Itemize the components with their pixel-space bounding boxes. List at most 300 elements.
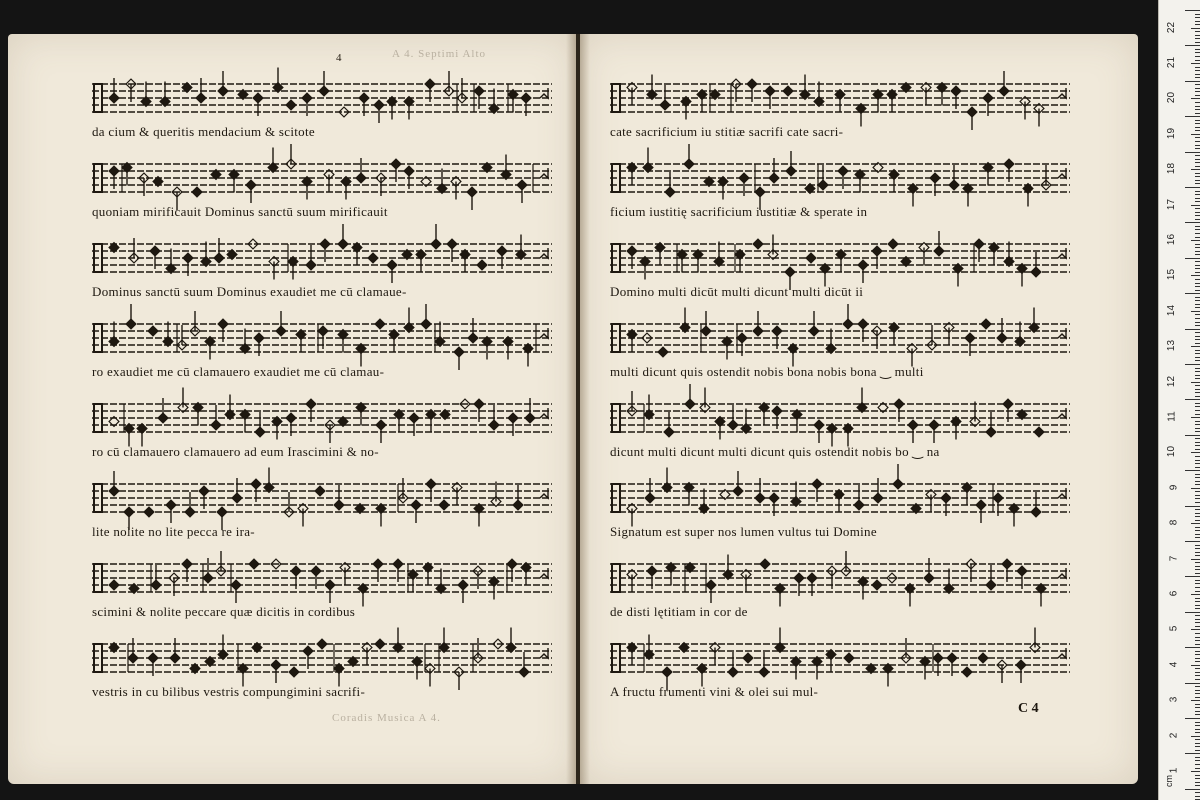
music-note	[193, 403, 203, 426]
music-note	[944, 569, 954, 594]
music-staff	[92, 318, 552, 360]
music-note	[627, 570, 637, 593]
ruler-tick	[1195, 106, 1200, 107]
ruler-tick	[1195, 325, 1200, 326]
ruler-tick	[1195, 145, 1200, 146]
custos-mark	[1058, 168, 1066, 178]
left-system-7	[92, 558, 552, 619]
music-staff	[610, 158, 1070, 200]
music-note	[286, 100, 296, 110]
music-note	[341, 177, 351, 200]
ruler-tick	[1191, 771, 1200, 772]
ruler-tick	[1195, 410, 1200, 411]
music-note	[269, 257, 279, 280]
music-note	[921, 83, 931, 106]
ruler-tick	[1195, 198, 1200, 199]
ruler-tick	[1195, 88, 1200, 89]
music-staff	[92, 158, 552, 200]
ruler-number: 5	[1168, 626, 1180, 632]
ruler-tick	[1195, 442, 1200, 443]
lyric-line: dicunt multi dicunt multi dicunt quis ostendit nobis bo ‿ na	[610, 444, 940, 459]
lyric-line: A fructu frumenti vini & olei sui mul-	[610, 684, 819, 699]
ruler-tick	[1195, 244, 1200, 245]
ruler-tick	[1195, 714, 1200, 715]
music-note	[317, 639, 327, 649]
music-note	[272, 417, 282, 440]
ruler-tick	[1185, 647, 1200, 648]
ruler-tick	[1195, 491, 1200, 492]
music-note	[288, 257, 298, 280]
lyric-line: ro cū clamauero clamauero ad eum Irascimini & no-	[92, 444, 379, 459]
ruler-tick	[1195, 314, 1200, 315]
ruler-tick	[1195, 233, 1200, 234]
music-note	[791, 482, 801, 507]
custos-mark	[540, 648, 548, 658]
ruler-tick	[1195, 527, 1200, 528]
ruler-tick	[1195, 385, 1200, 386]
music-staff	[92, 478, 552, 520]
lyric-line: multi dicunt quis ostendit nobis bona nobis bona ‿ multi	[610, 364, 924, 379]
ruler-tick	[1195, 332, 1200, 333]
ruler-tick	[1195, 389, 1200, 390]
ruler-tick	[1195, 254, 1200, 255]
ruler-tick	[1195, 725, 1200, 726]
music-staff	[610, 558, 1070, 600]
music-note	[919, 243, 929, 266]
ruler-tick	[1185, 222, 1200, 223]
ruler-tick	[1195, 378, 1200, 379]
ruler-tick	[1185, 506, 1200, 507]
music-note	[681, 97, 691, 120]
music-note	[160, 82, 170, 107]
custos-mark	[540, 568, 548, 578]
left-page-folio: 4	[336, 52, 342, 64]
ruler-tick	[1195, 212, 1200, 213]
music-note	[394, 410, 404, 433]
music-note	[718, 177, 728, 200]
music-note	[989, 243, 999, 266]
ruler-tick	[1191, 417, 1200, 418]
music-note	[1034, 427, 1044, 437]
music-note	[684, 483, 694, 506]
ruler-tick	[1195, 477, 1200, 478]
music-note	[389, 330, 399, 353]
music-note	[408, 570, 418, 593]
ruler-tick	[1195, 300, 1200, 301]
music-note	[218, 635, 228, 660]
ruler-number: 20	[1165, 92, 1177, 104]
ruler-tick	[1195, 392, 1200, 393]
ruler-tick	[1195, 109, 1200, 110]
music-note	[416, 250, 426, 273]
ruler-tick	[1195, 283, 1200, 284]
ruler-tick	[1195, 375, 1200, 376]
music-note	[722, 337, 732, 360]
ruler-tick	[1195, 601, 1200, 602]
lyric-line: cate sacrificium iu stitiæ sacrifi cate sacri-	[610, 124, 844, 139]
ruler-tick	[1185, 541, 1200, 542]
ruler-tick	[1195, 637, 1200, 638]
music-staff	[92, 638, 552, 680]
ruler-number: 8	[1168, 519, 1180, 526]
ruler-tick	[1195, 782, 1200, 783]
music-note	[920, 657, 930, 680]
ruler-tick	[1195, 537, 1200, 538]
music-note	[835, 90, 845, 113]
music-note	[460, 250, 470, 273]
music-note	[858, 577, 868, 600]
ruler-tick	[1195, 162, 1200, 163]
music-note	[491, 482, 501, 507]
music-note	[201, 242, 211, 267]
ruler-tick	[1195, 290, 1200, 291]
ruler-tick	[1195, 633, 1200, 634]
music-note	[521, 563, 531, 586]
ruler-tick	[1195, 226, 1200, 227]
music-note	[812, 657, 822, 680]
ruler-tick	[1195, 180, 1200, 181]
ruler-tick	[1195, 796, 1200, 797]
ruler-tick	[1185, 612, 1200, 613]
left-system-4	[92, 318, 552, 379]
music-note	[1015, 322, 1025, 347]
ruler-tick	[1195, 77, 1200, 78]
ruler-number: 22	[1165, 21, 1177, 33]
ruler-tick	[1195, 548, 1200, 549]
ruler-number: 16	[1165, 234, 1177, 246]
ruler-tick	[1195, 31, 1200, 32]
ruler-tick	[1191, 346, 1200, 347]
ruler-tick	[1195, 141, 1200, 142]
music-note	[501, 155, 511, 180]
ruler-tick	[1195, 608, 1200, 609]
music-note	[962, 483, 972, 506]
ruler-tick	[1191, 629, 1200, 630]
ruler-tick	[1191, 452, 1200, 453]
ruler-number: 1	[1168, 767, 1180, 774]
music-note	[368, 253, 378, 263]
music-note	[627, 643, 637, 666]
music-staff	[610, 478, 1070, 520]
lyric-line: lite nolite no lite pecca re ira-	[92, 524, 255, 539]
music-note	[144, 507, 154, 517]
ruler-tick	[1195, 672, 1200, 673]
music-note	[768, 235, 778, 260]
ruler-tick	[1195, 84, 1200, 85]
ruler-tick	[1185, 45, 1200, 46]
ruler-tick	[1195, 768, 1200, 769]
ruler-tick	[1195, 272, 1200, 273]
ruler-tick	[1195, 516, 1200, 517]
music-note	[437, 169, 447, 194]
music-note	[482, 337, 492, 360]
ruler-tick	[1185, 399, 1200, 400]
ruler-tick	[1185, 718, 1200, 719]
ruler-tick	[1195, 428, 1200, 429]
ruler-tick	[1185, 116, 1200, 117]
music-note	[970, 402, 980, 427]
ruler-tick	[1195, 651, 1200, 652]
ruler-tick	[1195, 658, 1200, 659]
music-note	[834, 490, 844, 513]
music-note	[800, 75, 810, 100]
ruler-tick	[1195, 513, 1200, 514]
music-note	[436, 569, 446, 594]
music-note	[192, 187, 202, 197]
music-note	[375, 639, 385, 649]
music-note	[759, 403, 769, 426]
ruler-tick	[1195, 484, 1200, 485]
left-system-8	[92, 638, 552, 699]
music-note	[387, 97, 397, 120]
music-note	[806, 253, 816, 263]
music-note	[981, 319, 991, 329]
music-note	[435, 322, 445, 347]
ruler-tick	[1195, 67, 1200, 68]
ruler-tick	[1195, 251, 1200, 252]
ruler-tick	[1195, 191, 1200, 192]
ruler-tick	[1195, 438, 1200, 439]
lyric-line: ro exaudiet me cū clamauero exaudiet me cū clamau-	[92, 364, 385, 379]
custos-mark	[1058, 88, 1066, 98]
ruler-tick	[1191, 275, 1200, 276]
ruler-tick	[1185, 258, 1200, 259]
ruler-tick	[1195, 123, 1200, 124]
ruler-number: 6	[1168, 590, 1180, 597]
ruler-tick	[1191, 736, 1200, 737]
custos-mark	[1058, 248, 1066, 258]
ruler-tick	[1195, 353, 1200, 354]
ruler-tick	[1195, 739, 1200, 740]
ruler-tick	[1191, 169, 1200, 170]
ruler-tick	[1185, 10, 1200, 11]
ruler-number: 15	[1165, 269, 1177, 281]
ruler-tick	[1195, 102, 1200, 103]
music-staff	[610, 318, 1070, 360]
custos-mark	[1058, 648, 1066, 658]
music-note	[693, 250, 703, 273]
music-staff	[610, 238, 1070, 280]
ruler-tick	[1195, 679, 1200, 680]
ruler-tick	[1195, 460, 1200, 461]
music-note	[677, 250, 687, 273]
music-note	[489, 89, 499, 114]
ruler-tick	[1185, 435, 1200, 436]
ruler-tick	[1195, 336, 1200, 337]
music-note	[826, 329, 836, 354]
music-note	[844, 653, 854, 663]
music-note	[148, 326, 158, 336]
ruler-tick	[1195, 304, 1200, 305]
music-note	[205, 337, 215, 360]
music-note	[697, 90, 707, 113]
right-system-3	[610, 238, 1070, 299]
lyric-line: Domino multi dicūt multi dicunt multi dicūt ii	[610, 284, 864, 299]
ruler-tick	[1195, 279, 1200, 280]
music-note	[826, 650, 836, 673]
ruler-tick	[1195, 622, 1200, 623]
music-note	[1004, 242, 1014, 267]
ruler-tick	[1195, 431, 1200, 432]
ruler-tick	[1191, 98, 1200, 99]
ruler-tick	[1195, 583, 1200, 584]
ruler-tick	[1195, 421, 1200, 422]
lyric-line: quoniam mirificauit Dominus sanctū suum mirificauit	[92, 204, 388, 219]
music-note	[791, 657, 801, 680]
music-note	[109, 322, 119, 347]
ruler-tick	[1195, 237, 1200, 238]
left-system-2	[92, 158, 552, 219]
ruler-tick	[1195, 757, 1200, 758]
ruler-tick	[1195, 449, 1200, 450]
ruler-number: 10	[1165, 446, 1177, 458]
ruler-tick	[1195, 675, 1200, 676]
ruler-tick	[1195, 566, 1200, 567]
music-staff	[92, 398, 552, 440]
ruler-number: 3	[1168, 696, 1180, 703]
music-note	[439, 500, 449, 510]
music-note	[627, 163, 637, 186]
ruler-tick	[1191, 559, 1200, 560]
music-note	[302, 177, 312, 200]
ruler-tick	[1195, 644, 1200, 645]
music-note	[855, 170, 865, 193]
ruler-tick	[1195, 654, 1200, 655]
ruler-tick	[1195, 24, 1200, 25]
lyric-line: Signatum est super nos lumen vultus tui Domine	[610, 524, 877, 539]
custos-mark	[540, 88, 548, 98]
ruler-tick	[1195, 463, 1200, 464]
ruler-tick	[1195, 722, 1200, 723]
custos-mark	[540, 488, 548, 498]
ruler-tick	[1191, 311, 1200, 312]
left-system-3	[92, 238, 552, 299]
music-note	[741, 570, 751, 593]
music-note	[983, 163, 993, 186]
music-note	[666, 563, 676, 586]
ruler-tick	[1195, 495, 1200, 496]
ruler-number: 14	[1165, 304, 1177, 316]
music-note	[249, 559, 259, 569]
music-note	[889, 170, 899, 193]
ruler-tick	[1185, 187, 1200, 188]
ruler-tick	[1195, 113, 1200, 114]
ruler-tick	[1195, 176, 1200, 177]
music-note	[760, 559, 770, 569]
ruler-unit-label: cm	[1164, 775, 1174, 787]
ruler-tick	[1195, 286, 1200, 287]
music-note	[714, 242, 724, 267]
ruler-tick	[1185, 293, 1200, 294]
ruler-tick	[1195, 35, 1200, 36]
ruler-tick	[1195, 697, 1200, 698]
lyric-line: da cium & queritis mendacium & scitote	[92, 124, 315, 139]
right-system-2	[610, 158, 1070, 219]
music-note	[240, 410, 250, 433]
ruler-tick	[1195, 130, 1200, 131]
ruler-number: 13	[1165, 340, 1177, 352]
ruler-tick	[1191, 63, 1200, 64]
left-system-1	[92, 78, 552, 139]
music-note	[978, 653, 988, 663]
music-note	[412, 657, 422, 680]
music-note	[109, 580, 119, 590]
music-note	[647, 75, 657, 100]
right-system-6	[610, 478, 1070, 539]
ruler-tick	[1195, 626, 1200, 627]
music-staff	[610, 78, 1070, 120]
music-note	[658, 347, 668, 357]
ruler-tick	[1195, 661, 1200, 662]
ruler-tick	[1185, 576, 1200, 577]
ruler-tick	[1195, 215, 1200, 216]
music-note	[362, 643, 372, 666]
music-note	[792, 410, 802, 433]
music-note	[836, 250, 846, 273]
ruler-tick	[1195, 173, 1200, 174]
ruler-tick	[1195, 481, 1200, 482]
ruler-tick	[1195, 668, 1200, 669]
right-system-1	[610, 78, 1070, 139]
custos-mark	[540, 328, 548, 338]
ruler-number: 7	[1168, 555, 1180, 561]
measuring-ruler	[1158, 0, 1200, 800]
ruler-tick	[1185, 329, 1200, 330]
music-note	[715, 417, 725, 440]
music-note	[451, 177, 461, 200]
ruler-tick	[1195, 268, 1200, 269]
music-note	[163, 322, 173, 347]
music-note	[375, 319, 385, 329]
ruler-tick	[1195, 467, 1200, 468]
music-staff	[610, 398, 1070, 440]
music-note	[315, 486, 325, 496]
ruler-tick	[1195, 70, 1200, 71]
ruler-tick	[1195, 368, 1200, 369]
ruler-number: 21	[1165, 57, 1177, 69]
ruler-tick	[1195, 371, 1200, 372]
ruler-tick	[1195, 339, 1200, 340]
ruler-tick	[1195, 396, 1200, 397]
ruler-tick	[1191, 205, 1200, 206]
ruler-tick	[1191, 665, 1200, 666]
book-gutter	[566, 34, 590, 784]
music-note	[240, 329, 250, 354]
lyric-line: scimini & nolite peccare quæ dicitis in cordibus	[92, 604, 356, 619]
ruler-tick	[1195, 219, 1200, 220]
music-note	[141, 82, 151, 107]
ruler-tick	[1195, 598, 1200, 599]
ruler-tick	[1195, 21, 1200, 22]
ruler-tick	[1195, 569, 1200, 570]
ruler-tick	[1195, 137, 1200, 138]
ruler-number: 19	[1165, 127, 1177, 139]
gathering-signature: C 4	[1018, 701, 1039, 716]
ruler-tick	[1195, 545, 1200, 546]
ruler-tick	[1195, 729, 1200, 730]
music-note	[166, 249, 176, 274]
music-note	[723, 555, 733, 580]
music-note	[888, 239, 898, 249]
ruler-tick	[1195, 350, 1200, 351]
music-staff	[92, 78, 552, 120]
ruler-tick	[1195, 208, 1200, 209]
ruler-tick	[1195, 166, 1200, 167]
ruler-number: 9	[1168, 484, 1180, 491]
ruler-tick	[1195, 764, 1200, 765]
ruler-tick	[1191, 523, 1200, 524]
music-note	[423, 563, 433, 586]
